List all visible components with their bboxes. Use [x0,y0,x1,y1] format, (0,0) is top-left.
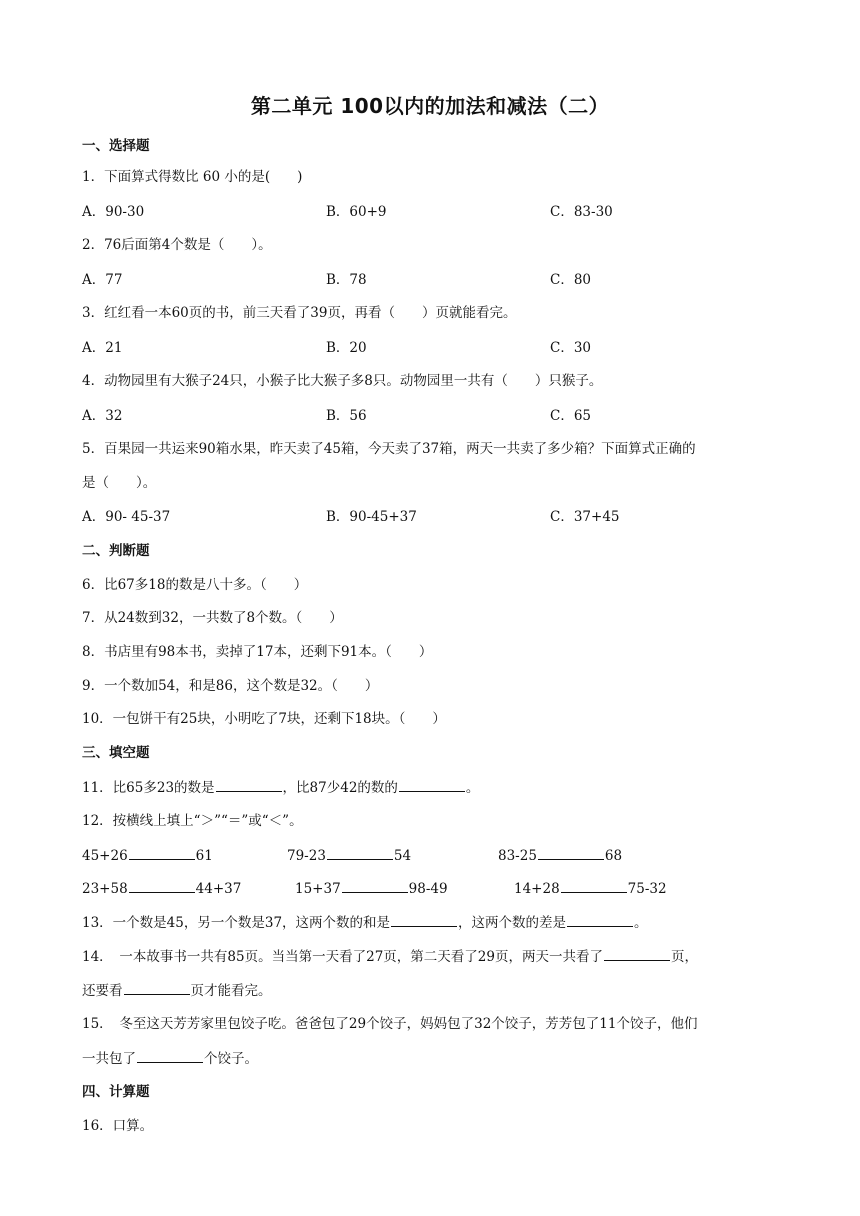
compare-right: 75-32 [627,881,667,897]
answer-blank[interactable] [567,913,633,927]
compare-left: 79-23 [287,848,326,864]
question-14-part3: 还要看 [82,983,123,999]
question-3-option-c: C．30 [550,340,592,356]
section-heading-calc: 四、计算题 [82,1084,150,1100]
compare-left: 45+26 [82,848,128,864]
question-3-option-a: A．21 [82,340,123,356]
compare-item [82,846,213,865]
question-13-part3: 。 [634,915,648,931]
question-1-option-c: C．83-30 [550,204,613,220]
compare-item [514,879,667,898]
question-5-option-a: A．90- 45-37 [82,509,171,525]
compare-item [287,846,411,865]
answer-blank[interactable] [538,846,604,860]
question-11-part3: 。 [465,780,480,796]
question-2-option-b: B．78 [326,272,367,288]
answer-blank[interactable] [137,1049,203,1063]
compare-left: 23+58 [82,881,128,897]
compare-left: 15+37 [295,881,341,897]
question-5-option-c: C．37+45 [550,509,620,525]
question-2-option-a: A．77 [82,272,123,288]
compare-item [295,879,448,898]
answer-blank[interactable] [129,879,195,893]
question-3-option-b: B．20 [326,340,367,356]
answer-blank[interactable] [216,778,282,792]
question-15-line2 [82,1049,258,1068]
compare-right: 44+37 [195,881,242,897]
question-2-option-c: C．80 [550,272,592,288]
question-12-stem: 12．按横线上填上“＞”“＝”或“＜”。 [82,813,303,829]
question-14-part2: 页， [670,949,698,965]
answer-blank[interactable] [124,981,190,995]
question-6: 6．比67多18的数是八十多。（ ） [82,577,308,593]
question-1-option-b: B．60+9 [326,204,387,220]
compare-right: 68 [604,848,623,864]
question-15-line1: 15． 冬至这天芳芳家里包饺子吃。爸爸包了29个饺子，妈妈包了32个饺子，芳芳包了11个饺子，他们 [82,1016,698,1032]
answer-blank[interactable] [391,913,457,927]
question-8: 8．书店里有98本书，卖掉了17本，还剩下91本。（ ） [82,644,433,660]
question-4-stem: 4．动物园里有大猴子24只，小猴子比大猴子多8只。动物园里一共有（ ）只猴子。 [82,373,603,389]
question-5-stem-line2: 是（ ）。 [82,475,157,491]
answer-blank[interactable] [129,846,195,860]
section-heading-choice: 一、选择题 [82,138,150,154]
question-11 [82,778,479,797]
compare-item [498,846,622,865]
answer-blank[interactable] [561,879,627,893]
compare-left: 83-25 [498,848,537,864]
question-3-stem: 3．红红看一本60页的书，前三天看了39页，再看（ ）页就能看完。 [82,305,517,321]
question-13-part1: 13．一个数是45，另一个数是37，这两个数的和是 [82,915,391,931]
question-4-option-c: C．65 [550,408,592,424]
compare-left: 14+28 [514,881,560,897]
question-16: 16．口算。 [82,1118,154,1134]
question-11-part2: ，比87少42的数的 [282,780,398,796]
question-14-part1: 14． 一本故事书一共有85页。当当第一天看了27页，第二天看了29页，两天一共看了 [82,949,603,965]
question-7: 7．从24数到32，一共数了8个数。（ ） [82,610,343,626]
question-10: 10．一包饼干有25块，小明吃了7块，还剩下18块。（ ） [82,711,446,727]
answer-blank[interactable] [342,879,408,893]
section-heading-fill: 三、填空题 [82,745,150,761]
section-heading-judge: 二、判断题 [82,543,150,559]
question-1-option-a: A．90-30 [82,204,145,220]
question-15-part3: 个饺子。 [204,1051,258,1067]
compare-right: 61 [195,848,213,864]
compare-item [82,879,241,898]
question-2-stem: 2．76后面第4个数是（ ）。 [82,237,272,253]
question-13 [82,913,648,932]
question-4-option-b: B．56 [326,408,367,424]
question-11-part1: 11．比65多23的数是 [82,780,215,796]
answer-blank[interactable] [604,947,670,961]
question-14-part4: 页才能看完。 [190,983,272,999]
compare-right: 54 [393,848,412,864]
question-4-option-a: A．32 [82,408,123,424]
question-13-part2: ，这两个数的差是 [458,915,567,931]
answer-blank[interactable] [399,778,465,792]
question-14-line1 [82,947,698,966]
question-5-option-b: B．90-45+37 [326,509,417,525]
question-15-part2: 一共包了 [82,1051,136,1067]
question-1-stem: 1．下面算式得数比 60 小的是( ) [82,169,303,185]
page-title: 第二单元 100以内的加法和减法（二） [250,94,610,118]
question-14-line2 [82,981,272,1000]
question-9: 9．一个数加54，和是86，这个数是32。（ ） [82,678,379,694]
question-5-stem-line1: 5．百果园一共运来90箱水果，昨天卖了45箱，今天卖了37箱，两天一共卖了多少箱？下面算式正确的 [82,441,696,457]
compare-right: 98-49 [408,881,448,897]
answer-blank[interactable] [327,846,393,860]
